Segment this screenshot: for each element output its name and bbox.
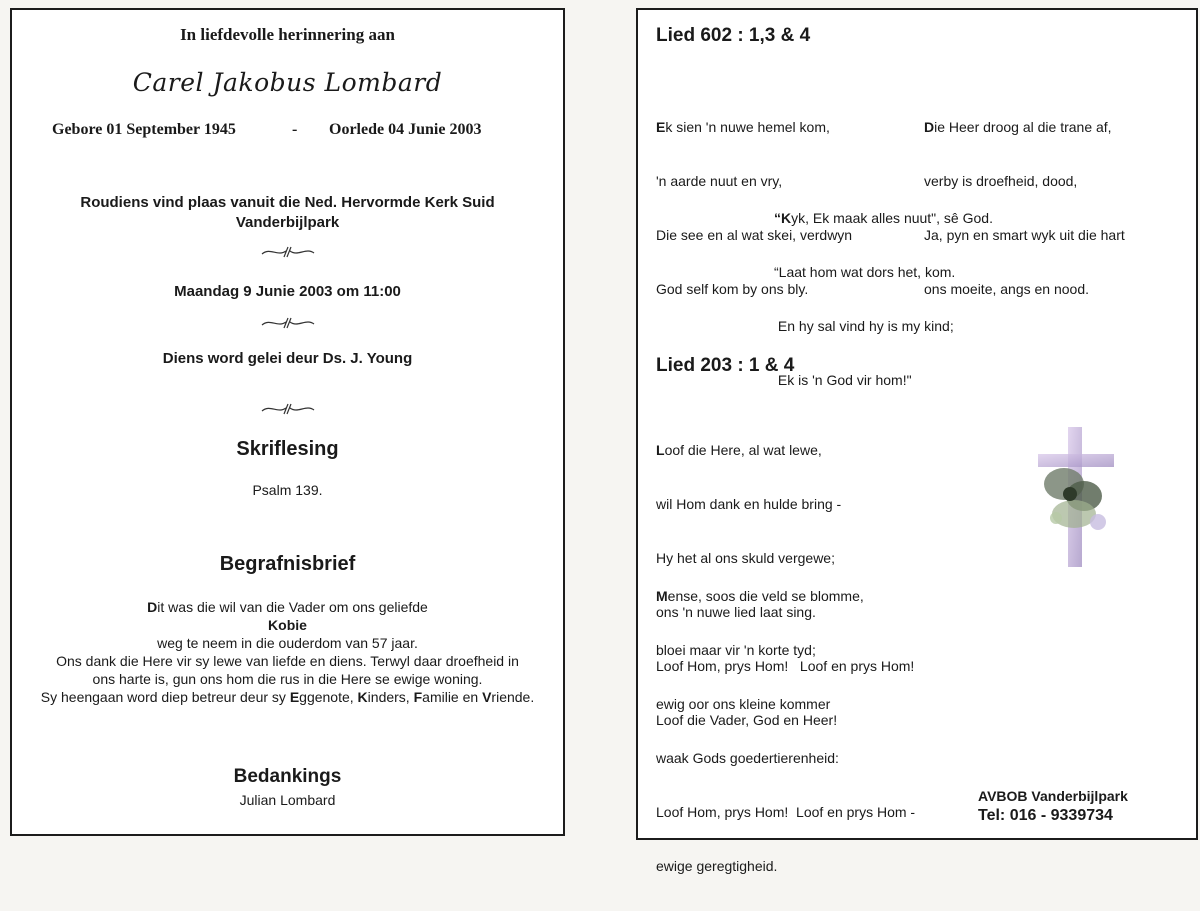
- verse-line: “Laat hom wat dors het, kom.: [774, 264, 956, 280]
- service-location: [12, 193, 563, 233]
- verse-line: ons moeite, angs en nood.: [924, 281, 1090, 297]
- reading-title: Skriflesing: [236, 438, 339, 460]
- reading-text: Psalm 139.: [252, 482, 323, 498]
- letter-line: Ons dank die Here vir sy lewe van liefde en diens. Terwyl daar droefheid in: [56, 653, 519, 669]
- service-location-line: Vanderbijlpark: [235, 214, 340, 231]
- hymn2-title: Lied 203 : 1 & 4: [656, 355, 795, 376]
- officiant: Diens word gelei deur Ds. J. Young: [162, 350, 413, 367]
- letter-body: [12, 598, 563, 706]
- verse-line: Ek is 'n God vir hom!": [774, 372, 912, 388]
- verse-line: bloei maar vir 'n korte tyd;: [656, 642, 816, 658]
- service-date-time: Maandag 9 Junie 2003 om 11:00: [174, 283, 401, 300]
- death-date: Oorlede 04 Junie 2003: [329, 121, 482, 138]
- letter-line: Sy heengaan word diep betreur deur sy Eggenote, Kinders, Familie en Vriende.: [40, 689, 535, 705]
- flourish-icon: [12, 316, 563, 330]
- date-separator: -: [292, 121, 298, 138]
- hymn1-title: Lied 602 : 1,3 & 4: [656, 25, 811, 46]
- letter-line-text: it was die wil van die Vader om ons geliefde: [157, 599, 428, 615]
- verse-line: Ja, pyn en smart wyk uit die hart: [924, 227, 1125, 243]
- thanks-name: Julian Lombard: [239, 792, 336, 808]
- verse-line: Ek sien 'n nuwe hemel kom,: [656, 119, 830, 135]
- verse-line: Loof die Vader, God en Heer!: [656, 712, 838, 728]
- verse-line: “Kyk, Ek maak alles nuut", sê God.: [774, 210, 993, 226]
- service-location-line: Roudiens vind plaas vanuit die Ned. Hervormde Kerk Suid: [80, 194, 495, 211]
- verse-line: 'n aarde nuut en vry,: [656, 173, 783, 189]
- verse-line: Loof die Here, al wat lewe,: [656, 442, 822, 458]
- verse-line: God self kom by ons bly.: [656, 281, 809, 297]
- verse-line: Loof Hom, prys Hom! Loof en prys Hom -: [656, 804, 916, 820]
- verse-line: ons 'n nuwe lied laat sing.: [656, 604, 816, 620]
- letter-line: Kobie: [268, 617, 307, 633]
- letter-line: Dit was die wil van die Vader om ons geliefde: [147, 599, 428, 615]
- deceased-name: Carel Jakobus Lombard: [132, 68, 443, 97]
- intro-heading: In liefdevolle herinnering aan: [180, 25, 395, 44]
- birth-date: Gebore 01 September 1945: [52, 121, 236, 138]
- verse-line: En hy sal vind hy is my kind;: [774, 318, 954, 334]
- hymn2-verse2: [656, 551, 915, 911]
- verse-line: Mense, soos die veld se blomme,: [656, 588, 864, 604]
- verse-line: Die see en al wat skei, verdwyn: [656, 227, 853, 243]
- verse-line: Hy het al ons skuld vergewe;: [656, 550, 835, 566]
- verse-line: wil Hom dank en hulde bring -: [656, 496, 842, 512]
- letter-line: ons harte is, gun ons hom die rus in die Here se ewige woning.: [92, 671, 483, 687]
- hymn1-chorus: [774, 173, 993, 425]
- undertaker-name: AVBOB Vanderbijlpark: [978, 788, 1128, 804]
- flourish-icon: [12, 245, 563, 259]
- verse-line: Die Heer droog al die trane af,: [924, 119, 1112, 135]
- cross-flowers-icon: [1026, 422, 1126, 572]
- letter-title: Begrafnisbrief: [219, 553, 356, 575]
- flourish-icon: [12, 402, 563, 416]
- left-page: [10, 8, 565, 836]
- verse-line: verby is droefheid, dood,: [924, 173, 1078, 189]
- verse-line: Loof Hom, prys Hom! Loof en prys Hom!: [656, 658, 915, 674]
- letter-line: weg te neem in die ouderdom van 57 jaar.: [157, 635, 418, 651]
- verse-line: ewig oor ons kleine kommer: [656, 696, 831, 712]
- thanks-title: Bedankings: [233, 766, 342, 787]
- verse-line: waak Gods goedertierenheid:: [656, 750, 839, 766]
- undertaker-phone: Tel: 016 - 9339734: [978, 807, 1113, 824]
- verse-line: ewige geregtigheid.: [656, 858, 778, 874]
- right-page: [636, 8, 1198, 874]
